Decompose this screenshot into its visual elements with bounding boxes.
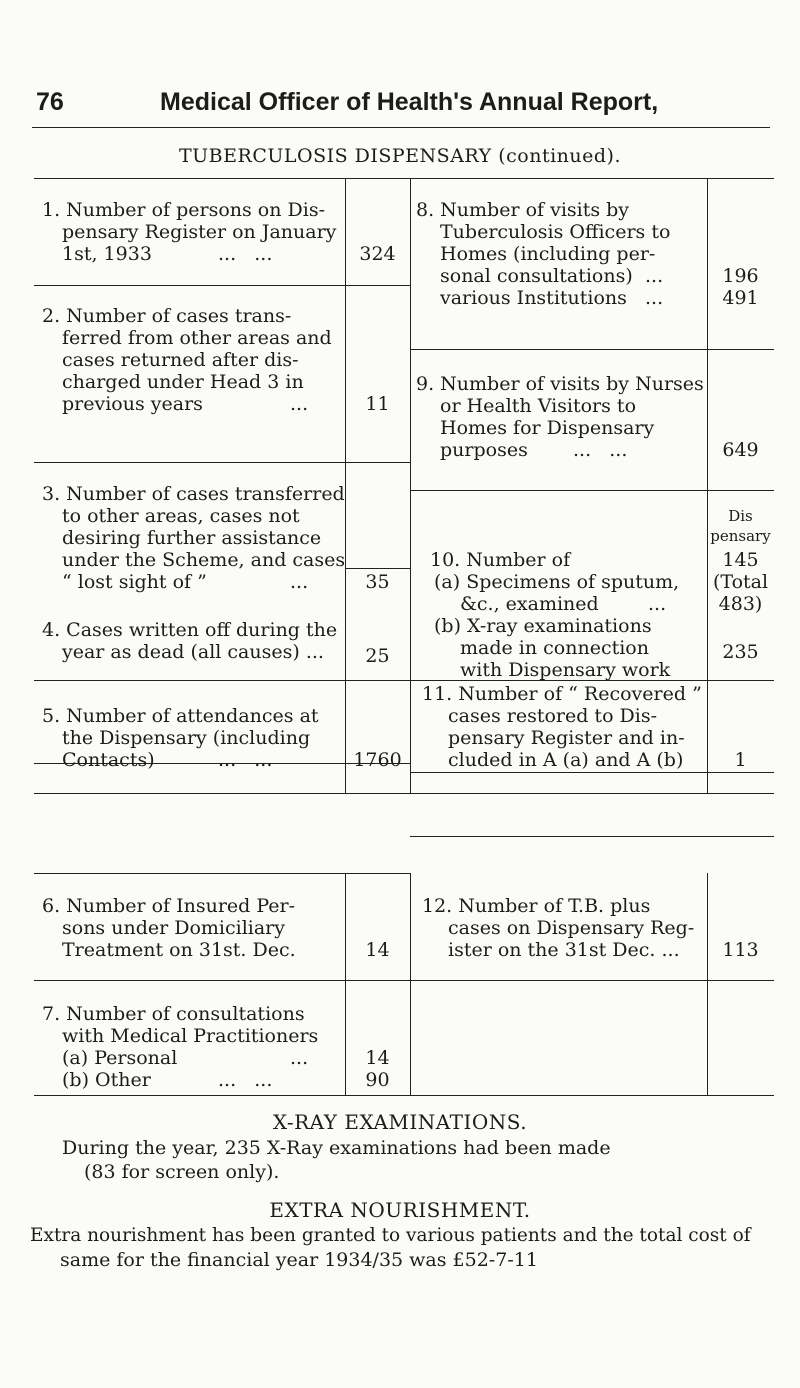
row-rule: [34, 285, 410, 286]
table-end-rule: [34, 1095, 774, 1096]
item-6-line: Treatment on 31st. Dec.: [62, 939, 296, 961]
item-11-value: 1: [734, 749, 747, 771]
item-8-line: various Institutions: [440, 287, 627, 309]
item-9-line: or Health Visitors to: [440, 395, 637, 417]
leader-dots: ... ...: [218, 243, 273, 265]
item-5-line: 5. Number of attendances at: [42, 705, 319, 727]
item-10-line: with Dispensary work: [460, 659, 671, 681]
item-12-line: ister on the 31st Dec. ...: [448, 939, 680, 961]
item-3-line: under the Scheme, and cases: [62, 549, 346, 571]
item-2-line: 2. Number of cases trans-: [42, 305, 292, 327]
item-11-line: cluded in A (a) and A (b): [448, 749, 684, 771]
row-rule: [34, 980, 774, 981]
item-9-value: 649: [722, 439, 759, 461]
col-divider-lower-2: [410, 873, 411, 1095]
item-5-line: Contacts): [62, 749, 155, 771]
item-10-value: 235: [722, 641, 759, 663]
item-10-line: (b) X-ray examinations: [434, 615, 652, 637]
item-10-note: Dis: [728, 507, 753, 525]
xray-line: During the year, 235 X-Ray examinations had been made: [62, 1137, 611, 1159]
item-3-line: to other areas, cases not: [62, 505, 300, 527]
nourishment-heading: EXTRA NOURISHMENT.: [269, 1198, 531, 1222]
item-1-value: 324: [359, 243, 396, 265]
row-rule: [410, 490, 774, 491]
table-top-rule: [34, 178, 774, 179]
item-8-value: 491: [722, 287, 759, 309]
item-4-line: 4. Cases written off during the: [42, 619, 338, 641]
row-rule: [410, 349, 774, 350]
leader-dots: ...: [645, 287, 664, 309]
running-title: Medical Officer of Health's Annual Report,: [160, 88, 659, 116]
leader-dots: ...: [290, 571, 309, 593]
col-divider-2: [410, 178, 411, 793]
item-6-line: 6. Number of Insured Per-: [42, 895, 296, 917]
leader-dots: ...: [648, 593, 667, 615]
item-9-line: Homes for Dispensary: [440, 417, 655, 439]
nourishment-line: Extra nourishment has been granted to various patients and the total cost of: [30, 1225, 751, 1246]
item-3-line: 3. Number of cases transferred: [42, 483, 345, 505]
item-10-line: &c., examined: [460, 593, 599, 615]
item-11-line: 11. Number of “ Recovered ”: [422, 683, 702, 705]
item-3-line: desiring further assistance: [62, 527, 322, 549]
item-2-line: charged under Head 3 in: [62, 371, 304, 393]
item-2-line: cases returned after dis-: [62, 349, 299, 371]
item-7-line: 7. Number of consultations: [42, 1003, 305, 1025]
item-10-value: (Total: [712, 571, 769, 593]
item-4-line: year as dead (all causes) ...: [62, 641, 324, 663]
item-8-line: Homes (including per-: [440, 243, 656, 265]
leader-dots: ... ...: [573, 439, 628, 461]
item-7-line: (b) Other: [62, 1069, 151, 1091]
item-10-value: 483): [718, 593, 763, 615]
col-divider-lower-1: [345, 873, 346, 1095]
row-rule: [345, 568, 410, 569]
item-2-value: 11: [365, 393, 390, 415]
xray-line: (83 for screen only).: [84, 1161, 280, 1183]
item-10-line: (a) Specimens of sputum,: [434, 571, 680, 593]
item-12-line: 12. Number of T.B. plus: [422, 895, 651, 917]
item-10-line: made in connection: [460, 637, 649, 659]
leader-dots: ... ...: [218, 1069, 273, 1091]
item-4-value: 25: [365, 645, 390, 667]
item-1-line: pensary Register on January: [62, 221, 337, 243]
xray-heading: X-RAY EXAMINATIONS.: [272, 1110, 528, 1134]
item-8-line: 8. Number of visits by: [416, 199, 630, 221]
item-5-value: 1760: [353, 749, 402, 771]
item-12-line: cases on Dispensary Reg-: [448, 917, 695, 939]
col-divider-1: [345, 178, 346, 793]
item-8-line: sonal consultations): [440, 265, 633, 287]
section-title: TUBERCULOSIS DISPENSARY (continued).: [179, 145, 621, 167]
leader-dots: ...: [290, 393, 309, 415]
item-7-line: (a) Personal: [62, 1047, 178, 1069]
nourishment-line: same for the financial year 1934/35 was £52-7-11: [60, 1249, 538, 1271]
item-5-line: the Dispensary (including: [62, 727, 311, 749]
item-8-value: 196: [722, 265, 759, 287]
item-7-value: 14: [365, 1047, 390, 1069]
item-9-line: purposes: [440, 439, 528, 461]
row-rule: [34, 680, 410, 681]
item-1-line: 1. Number of persons on Dis-: [42, 199, 325, 221]
item-2-line: ferred from other areas and: [62, 327, 332, 349]
item-10-note: pensary: [710, 527, 771, 545]
item-1-line: 1st, 1933: [62, 243, 152, 265]
item-7-line: with Medical Practitioners: [62, 1025, 319, 1047]
header-rule: [32, 127, 770, 128]
row-rule: [410, 836, 774, 837]
leader-dots: ...: [645, 265, 664, 287]
item-11-line: cases restored to Dis-: [448, 705, 658, 727]
item-10-value: 145: [722, 549, 759, 571]
item-8-line: Tuberculosis Officers to: [440, 221, 671, 243]
table-bottom-rule: [34, 793, 774, 794]
leader-dots: ... ...: [218, 749, 273, 771]
row-rule: [410, 772, 774, 773]
item-10-line: 10. Number of: [430, 549, 571, 571]
item-6-value: 14: [365, 939, 390, 961]
item-12-value: 113: [722, 939, 759, 961]
item-9-line: 9. Number of visits by Nurses: [416, 373, 704, 395]
item-11-line: pensary Register and in-: [448, 727, 685, 749]
item-6-line: sons under Domiciliary: [62, 917, 285, 939]
row-rule: [34, 462, 410, 463]
item-7-value: 90: [365, 1069, 390, 1091]
leader-dots: ...: [290, 1047, 309, 1069]
item-3-line: “ lost sight of ”: [62, 571, 207, 593]
page-number: 76: [36, 88, 64, 116]
col-divider-lower-3: [707, 873, 708, 1095]
row-rule: [34, 873, 410, 874]
item-3-value: 35: [365, 571, 390, 593]
item-2-line: previous years: [62, 393, 203, 415]
